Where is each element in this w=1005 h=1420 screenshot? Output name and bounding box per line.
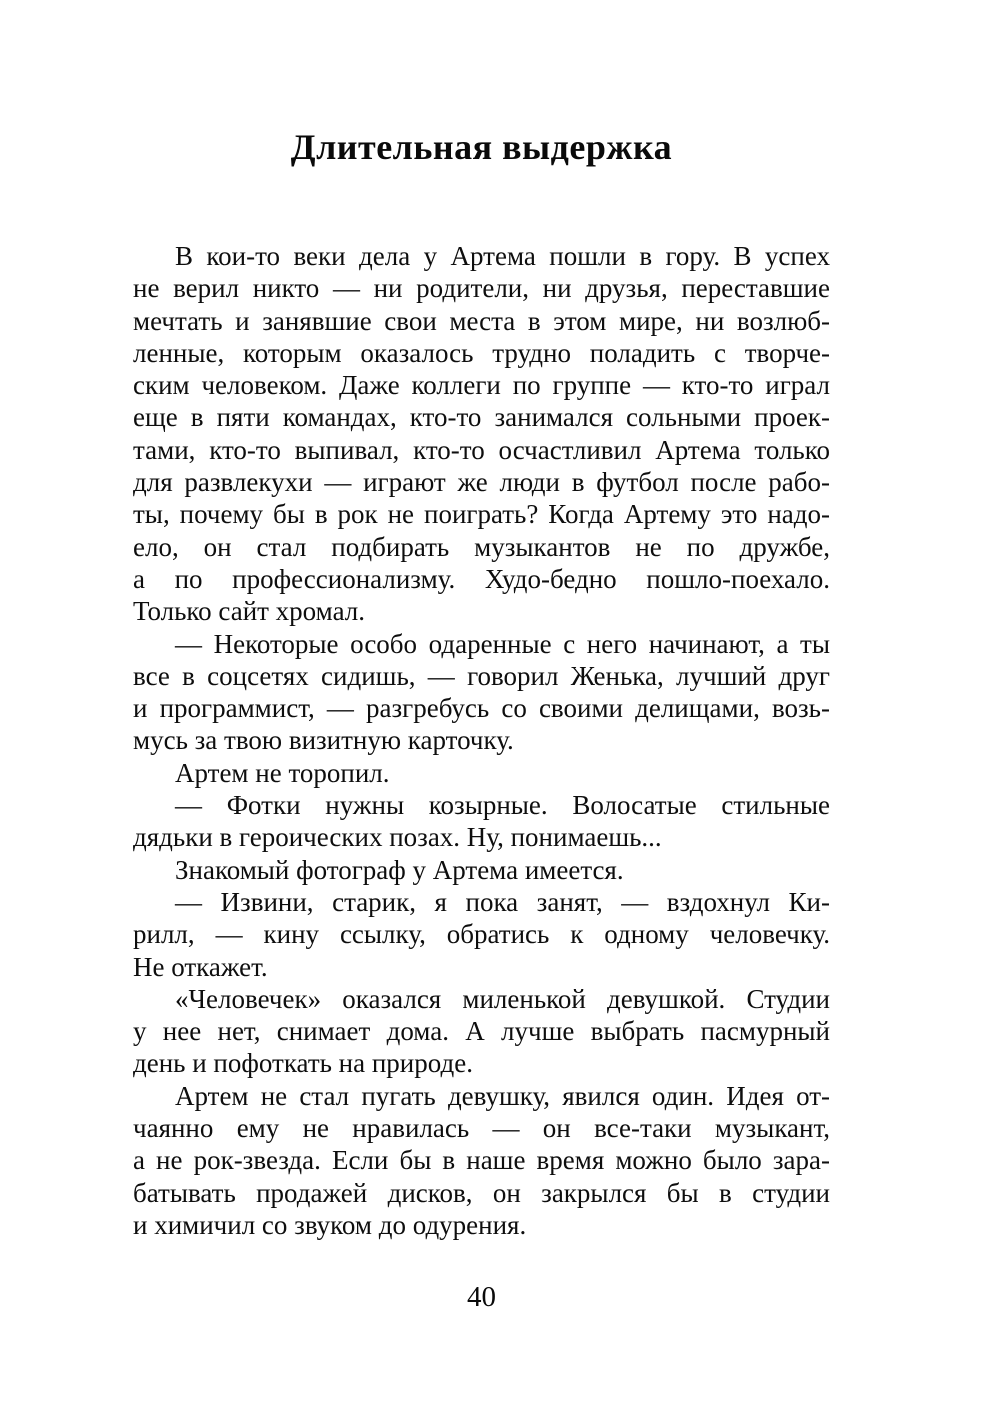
text-line: рилл, — кину ссылку, обратись к одному человечку. [133,919,830,950]
text-line: и программист, — разгребусь со своими делищами, возь- [133,693,830,724]
paragraph [133,240,830,628]
text-line: а по профессионализму. Худо-бедно пошло-поехало. [133,563,830,594]
text-line: ты, почему бы в рок не поиграть? Когда Артему это надо- [133,499,830,530]
text-line: для развлекухи — играют же люди в футбол после рабо- [133,467,830,498]
text-line: а не рок-звезда. Если бы в наше время можно было зара- [133,1145,830,1176]
paragraph [133,983,830,1080]
paragraph [133,628,830,757]
text-block [133,0,830,1241]
text-line: и химичил со звуком до одурения. [133,1209,527,1240]
paragraph [133,854,830,886]
text-line: ским человеком. Даже коллеги по группе — кто-то играл [133,370,830,401]
paragraph [133,1080,830,1241]
body-text [133,240,830,1241]
text-line: тами, кто-то выпивал, кто-то осчастливил Артема только [133,434,830,465]
paragraph [133,789,830,854]
text-line: — Некоторые особо одаренные с него начинают, а ты [175,628,830,659]
text-line: Артем не стал пугать девушку, явился один. Идея от- [175,1080,830,1111]
text-line: не верил никто — ни родители, ни друзья, переставшие [133,273,830,304]
paragraph [133,757,830,789]
text-line: все в соцсетях сидишь, — говорил Женька, лучший друг [133,660,830,691]
text-line: батывать продажей дисков, он закрылся бы в студии [133,1177,830,1208]
text-line: мечтать и занявшие свои места в этом мире, ни возлюб- [133,305,830,336]
text-line: «Человечек» оказался миленькой девушкой. Студии [175,983,830,1014]
text-line: еще в пяти командах, кто-то занимался сольными проек- [133,402,830,433]
text-line: ело, он стал подбирать музыкантов не по дружбе, [133,531,830,562]
page-number: 40 [467,1281,496,1313]
paragraph [133,886,830,983]
text-line: мусь за твою визитную карточку. [133,725,514,756]
text-line: чаянно ему не нравилась — он все-таки музыкант, [133,1113,830,1144]
text-line: у нее нет, снимает дома. А лучше выбрать пасмурный [133,1016,830,1047]
text-line: — Извини, старик, я пока занят, — вздохнул Ки- [175,886,830,917]
text-line: Артем не торопил. [175,757,390,788]
text-line: — Фотки нужны козырные. Волосатые стильные [175,790,830,821]
chapter-title: Длительная выдержка [290,127,673,167]
text-line: Не откажет. [133,951,268,982]
text-line: день и пофоткать на природе. [133,1048,473,1079]
text-line: Знакомый фотограф у Артема имеется. [175,854,624,885]
text-line: дядьки в героических позах. Ну, понимаешь... [133,822,662,853]
text-line: Только сайт хромал. [133,596,366,627]
text-line: В кои-то веки дела у Артема пошли в гору. В успех [175,241,830,271]
text-line: ленные, которым оказалось трудно поладить с творче- [133,337,830,368]
